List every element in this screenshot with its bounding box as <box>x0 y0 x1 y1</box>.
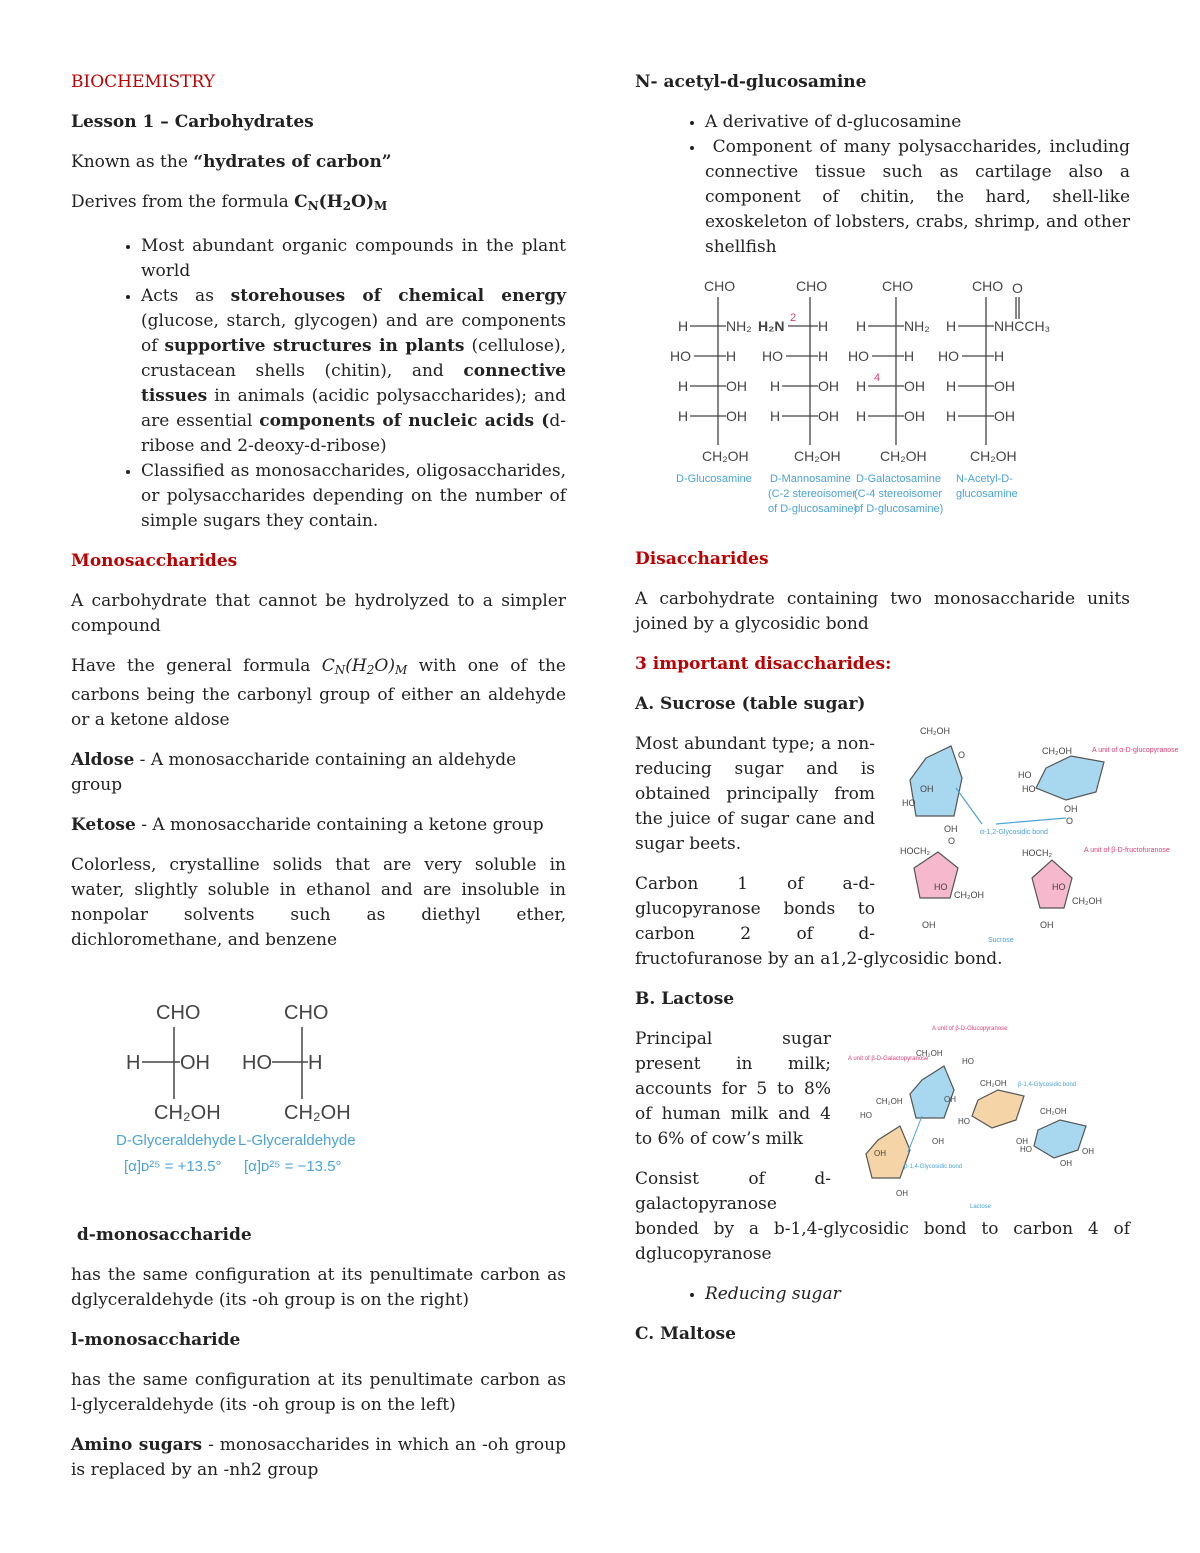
label-oh: OH <box>994 378 1015 394</box>
l-glyceraldehyde-caption: L-Glyceraldehyde <box>238 1132 356 1149</box>
known-as-text: Known as the <box>71 152 194 172</box>
maltose-heading: C. Maltose <box>635 1324 736 1344</box>
text: Have the general formula <box>71 656 322 676</box>
nag-caption: N-Acetyl-D- <box>956 473 1013 485</box>
disaccharide-definition: A carbohydrate containing two monosaccharide units joined by a glycosidic bond <box>635 589 1130 634</box>
label-h: H <box>770 408 781 424</box>
text: with one of the carbons being the carbonyl group of either an aldehyde or a ketone aldose <box>71 656 566 730</box>
list-item: • Component of many polysaccharides, including connective tissue such as cartilage also a component of chitin, the hard, shell-like exoskeleton of lobsters, crabs, shrimp, and other shellfish <box>705 135 1130 260</box>
label-h: H <box>818 348 829 364</box>
formula-intro: Derives from the formula <box>71 192 295 212</box>
d-glyceraldehyde-caption: D-Glyceraldehyde <box>116 1132 237 1149</box>
label-ho: HO <box>1052 882 1066 892</box>
label-ch2oh: CH₂OH <box>1040 1107 1067 1116</box>
label-h: H <box>770 378 781 394</box>
label-h: H <box>994 348 1005 364</box>
label-ho: HO <box>1018 770 1032 780</box>
bold-text: components of nucleic acids ( <box>259 411 550 431</box>
d-oh-label: OH <box>180 1052 210 1074</box>
label-hoch2: HOCH₂ <box>900 846 930 856</box>
galactosamine-caption: D-Galactosamine <box>856 473 941 485</box>
label-ho: HO <box>938 348 959 364</box>
formula-2: 2 <box>366 663 375 677</box>
sucrose-paragraph-1: Most abundant type; a non-reducing sugar and is obtained principally from the juice of sugar cane and sugar beets. <box>635 734 875 854</box>
formula-line <box>71 190 566 219</box>
label-oh: OH <box>1060 1159 1072 1168</box>
label-ho: HO <box>762 348 783 364</box>
galactose-ring-right <box>972 1090 1024 1128</box>
list-item: • A derivative of d-glucosamine <box>705 110 1130 135</box>
nag-list <box>635 110 1136 260</box>
l-cho-label: CHO <box>284 1002 329 1024</box>
mannosamine-caption-2: (C-2 stereoisomer <box>768 488 857 500</box>
formula-n: N <box>334 663 346 677</box>
galactose-ring <box>866 1126 910 1178</box>
l-monosaccharide-heading: l-monosaccharide <box>71 1330 241 1350</box>
sucrose-figure <box>896 718 1179 954</box>
formula-o: O) <box>374 656 395 676</box>
label-h: H <box>946 408 957 424</box>
ketose-definition <box>71 813 566 838</box>
label-h: H <box>856 318 867 334</box>
text: d-ribose and 2-deoxy-d-ribose) <box>141 411 566 456</box>
label-oh: OH <box>944 1095 956 1104</box>
glucose-ring <box>910 1066 954 1118</box>
formula-m: M <box>374 199 388 213</box>
label-oh: OH <box>1082 1147 1094 1156</box>
formula-c: C <box>321 656 335 676</box>
label-ch2oh: CH₂OH <box>954 890 984 900</box>
galactosamine-caption-2: (C-4 stereoisomer <box>854 488 943 500</box>
label-ho: HO <box>848 348 869 364</box>
bond-pointer <box>996 818 1066 824</box>
galactopyranose-unit-label: A unit of β-D-Galactopyranose <box>848 1056 929 1062</box>
disaccharides-heading: Disaccharides <box>635 549 769 569</box>
label-h: H <box>904 348 915 364</box>
label-ho: HO <box>670 348 691 364</box>
label-oh: OH <box>1064 804 1078 814</box>
l-ch2oh-label: CH₂OH <box>284 1102 351 1124</box>
label-h2n: H₂N <box>758 318 785 334</box>
label-oh: OH <box>922 920 936 930</box>
text: bonded by a b-1,4-glycosidic bond to carbon 4 of dglucopyranose <box>635 1219 1130 1264</box>
formula-2: 2 <box>342 199 352 213</box>
list-item <box>141 284 566 459</box>
text: Consist of d-galactopyranose <box>635 1169 831 1214</box>
amino-sugars-figure <box>670 275 1090 525</box>
label-nh2: NH₂ <box>904 318 930 334</box>
amino-sugars-term: Amino sugars <box>71 1435 203 1455</box>
text: (glucose, starch, glycogen) and are components of <box>141 311 566 356</box>
label-h: H <box>856 408 867 424</box>
mannosamine-cho: CHO <box>796 278 828 294</box>
bond-pointer <box>908 1116 922 1152</box>
text: Carbon 1 of a-d-glucopyranose bonds to carbon 2 of d- <box>635 874 875 944</box>
mannosamine-caption: D-Mannosamine <box>770 473 851 485</box>
nag-caption-2: glucosamine <box>956 488 1018 500</box>
aldose-definition <box>71 748 566 798</box>
glycosidic-bond-label: α-1,2-Glycosidic bond <box>980 829 1048 836</box>
glycosidic-bond-label: β-1,4-Glycosidic bond <box>1018 1082 1077 1088</box>
label-ho: HO <box>902 798 916 808</box>
mannosamine-caption-3: of D-glucosamine) <box>768 503 858 515</box>
label-nhcch3: NHCCH₃ <box>994 318 1051 334</box>
label-oh: OH <box>1040 920 1054 930</box>
label-ho: HO <box>860 1111 872 1120</box>
document-title <box>71 70 566 95</box>
label-h: H <box>818 318 829 334</box>
important-disaccharides-heading: 3 important disaccharides: <box>635 654 892 674</box>
label-o: O <box>1066 816 1074 826</box>
galactosamine-ch2oh: CH₂OH <box>880 448 927 464</box>
l-ho-label: HO <box>242 1052 272 1074</box>
label-h: H <box>856 378 867 394</box>
general-formula-paragraph <box>71 654 566 733</box>
known-as-line <box>71 150 566 175</box>
formula <box>294 192 387 212</box>
label-oh: OH <box>726 408 747 424</box>
document-title-text: BIOCHEMISTRY <box>71 72 215 92</box>
sucrose-caption: Sucrose <box>988 937 1014 944</box>
d-cho-label: CHO <box>156 1002 201 1024</box>
d-h-label: H <box>126 1052 141 1074</box>
label-ho: HO <box>1020 1145 1032 1154</box>
label-h: H <box>678 318 689 334</box>
text: - monosaccharides in which an -oh group is replaced by an -nh2 group <box>71 1435 566 1480</box>
lactose-paragraph-1: Principal sugar present in milk; accounts for 5 to 8% of human milk and 4 to 6% of cow’s milk <box>635 1029 831 1149</box>
known-as-bold: “hydrates of carbon” <box>193 152 392 172</box>
general-formula <box>322 656 408 676</box>
glucose-ring-right <box>1034 1120 1086 1158</box>
monosaccharides-heading: Monosaccharides <box>71 551 238 571</box>
label-oh: OH <box>904 408 925 424</box>
glucopyranose-unit-label: A unit of α-D-glucopyranose <box>1092 747 1179 754</box>
bold-text: connective tissues <box>141 361 566 406</box>
d-ch2oh-label: CH₂OH <box>154 1102 221 1124</box>
glycosidic-bond-label-2: β-1,4-Glycosidic bond <box>904 1164 963 1170</box>
aldose-term: Aldose <box>71 750 135 770</box>
glucose-ring-right <box>1036 756 1104 800</box>
text: - A monosaccharide containing an aldehyde group <box>71 750 517 795</box>
label-ho: HO <box>1022 784 1036 794</box>
d-rotation-caption: [α]ᴅ²⁵ = +13.5° <box>124 1158 222 1175</box>
label-oh: OH <box>726 378 747 394</box>
glucopyranose-unit-label: A unit of β-D-Glucopyranose <box>932 1026 1008 1032</box>
properties-paragraph: Colorless, crystalline solids that are very soluble in water, slightly soluble in ethanol and are insoluble in nonpolar solvents such as diethyl ether, dichloromethane, and benzene <box>71 855 566 950</box>
carbon-4-marker: 4 <box>874 372 881 384</box>
label-h: H <box>726 348 737 364</box>
text: (cellulose), crustacean shells (chitin), and <box>141 336 566 381</box>
nag-cho: CHO <box>972 278 1004 294</box>
d-monosaccharide-heading: d-monosaccharide <box>71 1225 252 1245</box>
label-h: H <box>678 378 689 394</box>
text: fructofuranose by an a1,2-glycosidic bond. <box>635 949 1003 969</box>
label-ho: HO <box>958 1117 970 1126</box>
monosaccharide-definition: A carbohydrate that cannot be hydrolyzed to a simpler compound <box>71 591 566 636</box>
label-o: O <box>958 750 966 760</box>
label-h: H <box>946 378 957 394</box>
carbohydrate-facts-list <box>71 234 566 534</box>
label-ho: HO <box>934 882 948 892</box>
label-oh: OH <box>818 378 839 394</box>
bond-pointer <box>956 788 982 824</box>
label-ch2oh: CH₂OH <box>920 726 950 736</box>
label-oh: OH <box>818 408 839 424</box>
left-column <box>71 70 566 1498</box>
glyceraldehyde-figure <box>116 993 376 1203</box>
label-ch2oh: CH₂OH <box>1072 896 1102 906</box>
label-h: H <box>678 408 689 424</box>
nag-ch2oh: CH₂OH <box>970 448 1017 464</box>
label-nh2: NH₂ <box>726 318 752 334</box>
sucrose-heading: A. Sucrose (table sugar) <box>635 694 866 714</box>
list-item: • Classified as monosaccharides, oligosaccharides, or polysaccharides depending on the number of simple sugars they contain. <box>141 459 566 534</box>
lactose-heading: B. Lactose <box>635 989 735 1009</box>
text: in animals (acidic polysaccharides); and are essential <box>141 386 566 431</box>
ketose-term: Ketose <box>71 815 136 835</box>
galactosamine-cho: CHO <box>882 278 914 294</box>
formula-o: O) <box>351 192 374 212</box>
formula-n: N <box>307 199 319 213</box>
fructofuranose-unit-label: A unit of β-D-fructofuranose <box>1084 847 1170 854</box>
label-oh: OH <box>896 1189 908 1198</box>
l-monosaccharide-definition: has the same configuration at its penultimate carbon as l-glyceraldehyde (its -oh group is on the left) <box>71 1370 566 1415</box>
formula-h: (H <box>318 192 343 212</box>
label-oh: OH <box>920 784 934 794</box>
label-ch2oh: CH₂OH <box>876 1097 903 1106</box>
list-item: • Reducing sugar <box>705 1282 1130 1307</box>
formula-h: (H <box>345 656 367 676</box>
bold-text: storehouses of chemical energy <box>230 286 566 306</box>
label-oh: OH <box>1016 1137 1028 1146</box>
list-item: • Most abundant organic compounds in the plant world <box>141 234 566 284</box>
glucosamine-caption: D-Glucosamine <box>676 473 752 485</box>
lactose-list <box>635 1282 1130 1307</box>
label-oh: OH <box>944 824 958 834</box>
lactose-caption: Lactose <box>970 1204 992 1210</box>
d-monosaccharide-definition: has the same configuration at its penultimate carbon as dglyceraldehyde (its -oh group is on the right) <box>71 1265 566 1310</box>
amino-sugars-definition <box>71 1433 566 1483</box>
glucose-ring <box>910 746 962 816</box>
galactosamine-caption-3: of D-glucosamine) <box>854 503 944 515</box>
label-ch2oh: CH₂OH <box>1042 746 1072 756</box>
label-oh: OH <box>904 378 925 394</box>
carbon-2-marker: 2 <box>790 312 797 324</box>
glucosamine-ch2oh: CH₂OH <box>702 448 749 464</box>
lactose-figure <box>848 1020 1110 1216</box>
glucosamine-cho: CHO <box>704 278 736 294</box>
label-o: O <box>948 836 956 846</box>
l-rotation-caption: [α]ᴅ²⁵ = −13.5° <box>244 1158 342 1175</box>
label-o: O <box>1012 280 1023 296</box>
text: - A monosaccharide containing a ketone group <box>135 815 544 835</box>
label-ch2oh: CH₂OH <box>916 1049 943 1058</box>
l-h-label: H <box>308 1052 323 1074</box>
label-h: H <box>946 318 957 334</box>
label-ho: HO <box>962 1057 974 1066</box>
lesson-title: Lesson 1 – Carbohydrates <box>71 112 314 132</box>
text: Acts as <box>141 286 231 306</box>
label-oh: OH <box>874 1149 886 1158</box>
mannosamine-ch2oh: CH₂OH <box>794 448 841 464</box>
formula-m: M <box>394 663 408 677</box>
label-ch2oh: CH₂OH <box>980 1079 1007 1088</box>
formula-c: C <box>294 192 308 212</box>
label-oh: OH <box>932 1137 944 1146</box>
label-oh: OH <box>994 408 1015 424</box>
bold-text: supportive structures in plants <box>164 336 465 356</box>
label-hoch2: HOCH₂ <box>1022 848 1052 858</box>
nag-heading: N- acetyl-d-glucosamine <box>635 72 867 92</box>
